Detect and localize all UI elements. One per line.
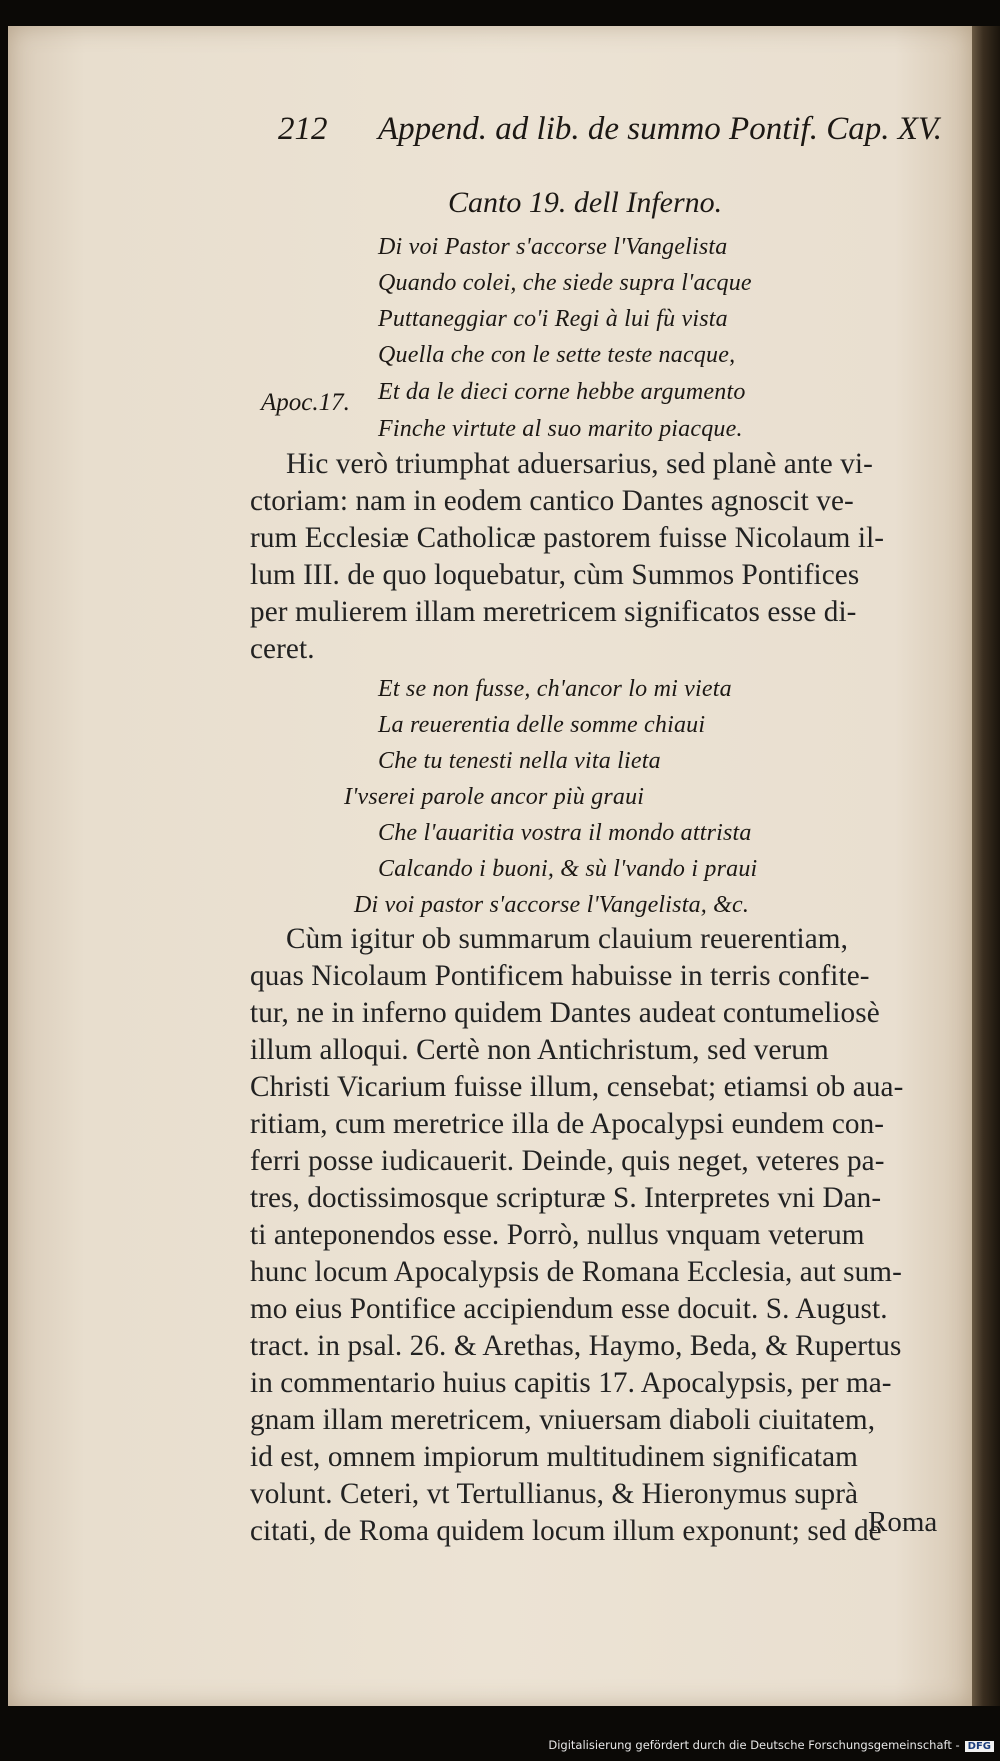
- prose-line: id est, omnem impiorum multitudinem significatam: [250, 1441, 858, 1473]
- verse-line: Che tu tenesti nella vita lieta: [378, 748, 661, 774]
- verse-line: I'vserei parole ancor più graui: [344, 784, 645, 810]
- prose-line: Hic verò triumphat aduersarius, sed planè ante vi-: [286, 448, 873, 480]
- prose-line: illum alloqui. Certè non Antichristum, sed verum: [250, 1034, 829, 1066]
- book-edge: [972, 26, 1000, 1706]
- page-number: 212: [278, 111, 328, 147]
- prose-line: in commentario huius capitis 17. Apocalypsis, per ma-: [250, 1367, 892, 1399]
- prose-line: mo eius Pontifice accipiendum esse docuit. S. August.: [250, 1293, 888, 1325]
- running-title: Append. ad lib. de summo Pontif. Cap. XV.: [378, 111, 943, 147]
- verse-line: Et se non fusse, ch'ancor lo mi vieta: [378, 676, 732, 702]
- prose-line: ceret.: [250, 633, 315, 665]
- prose-line: quas Nicolaum Pontificem habuisse in terris confite-: [250, 960, 870, 992]
- prose-line: Christi Vicarium fuisse illum, censebat; etiamsi ob aua-: [250, 1071, 904, 1103]
- prose-line: per mulierem illam meretricem significatos esse di-: [250, 596, 857, 628]
- verse-line: Calcando i buoni, & sù l'vando i praui: [378, 856, 758, 882]
- verse-title: Canto 19. dell Inferno.: [448, 186, 723, 219]
- verse-line: Et da le dieci corne hebbe argumento: [378, 379, 746, 405]
- verse-line: Quando colei, che siede supra l'acque: [378, 270, 752, 296]
- dfg-logo: DFG: [965, 1741, 994, 1752]
- prose-line: tres, doctissimosque scripturæ S. Interpretes vni Dan-: [250, 1182, 882, 1214]
- digitization-credit: [0, 1738, 994, 1752]
- prose-line: tract. in psal. 26. & Arethas, Haymo, Beda, & Rupertus: [250, 1330, 902, 1362]
- prose-line: tur, ne in inferno quidem Dantes audeat contumeliosè: [250, 997, 880, 1029]
- prose-line: ctoriam: nam in eodem cantico Dantes agnoscit ve-: [250, 485, 854, 517]
- verse-line: Che l'auaritia vostra il mondo attrista: [378, 820, 752, 846]
- prose-line: volunt. Ceteri, vt Tertullianus, & Hieronymus suprà: [250, 1478, 859, 1510]
- prose-line: ritiam, cum meretrice illa de Apocalypsi eundem con-: [250, 1108, 885, 1140]
- prose-line: ti anteponendos esse. Porrò, nullus vnquam veterum: [250, 1219, 865, 1251]
- verse-line: Finche virtute al suo marito piacque.: [378, 416, 743, 442]
- catchword: Roma: [868, 1506, 938, 1538]
- verse-line: Di voi pastor s'accorse l'Vangelista, &c.: [354, 892, 750, 918]
- running-head: [278, 111, 943, 161]
- prose-line: citati, de Roma quidem locum illum exponunt; sed de: [250, 1515, 882, 1547]
- verse-line: La reuerentia delle somme chiaui: [378, 712, 706, 738]
- prose-line: lum III. de quo loquebatur, cùm Summos Pontifices: [250, 559, 860, 591]
- prose-line: hunc locum Apocalypsis de Romana Ecclesia, aut sum-: [250, 1256, 902, 1288]
- prose-line: gnam illam meretricem, vniuersam diaboli ciuitatem,: [250, 1404, 876, 1436]
- prose-line: Cùm igitur ob summarum clauium reuerentiam,: [286, 923, 848, 955]
- credit-text: Digitalisierung gefördert durch die Deutsche Forschungsgemeinschaft -: [548, 1738, 960, 1752]
- verse-line: Puttaneggiar co'i Regi à lui fù vista: [378, 306, 728, 332]
- prose-line: ferri posse iudicauerit. Deinde, quis neget, veteres pa-: [250, 1145, 885, 1177]
- prose-line: rum Ecclesiæ Catholicæ pastorem fuisse Nicolaum il-: [250, 522, 885, 554]
- margin-note: Apoc.17.: [261, 389, 350, 416]
- verse-line: Quella che con le sette teste nacque,: [378, 342, 736, 368]
- book-page: [8, 26, 972, 1706]
- verse-line: Di voi Pastor s'accorse l'Vangelista: [378, 234, 728, 260]
